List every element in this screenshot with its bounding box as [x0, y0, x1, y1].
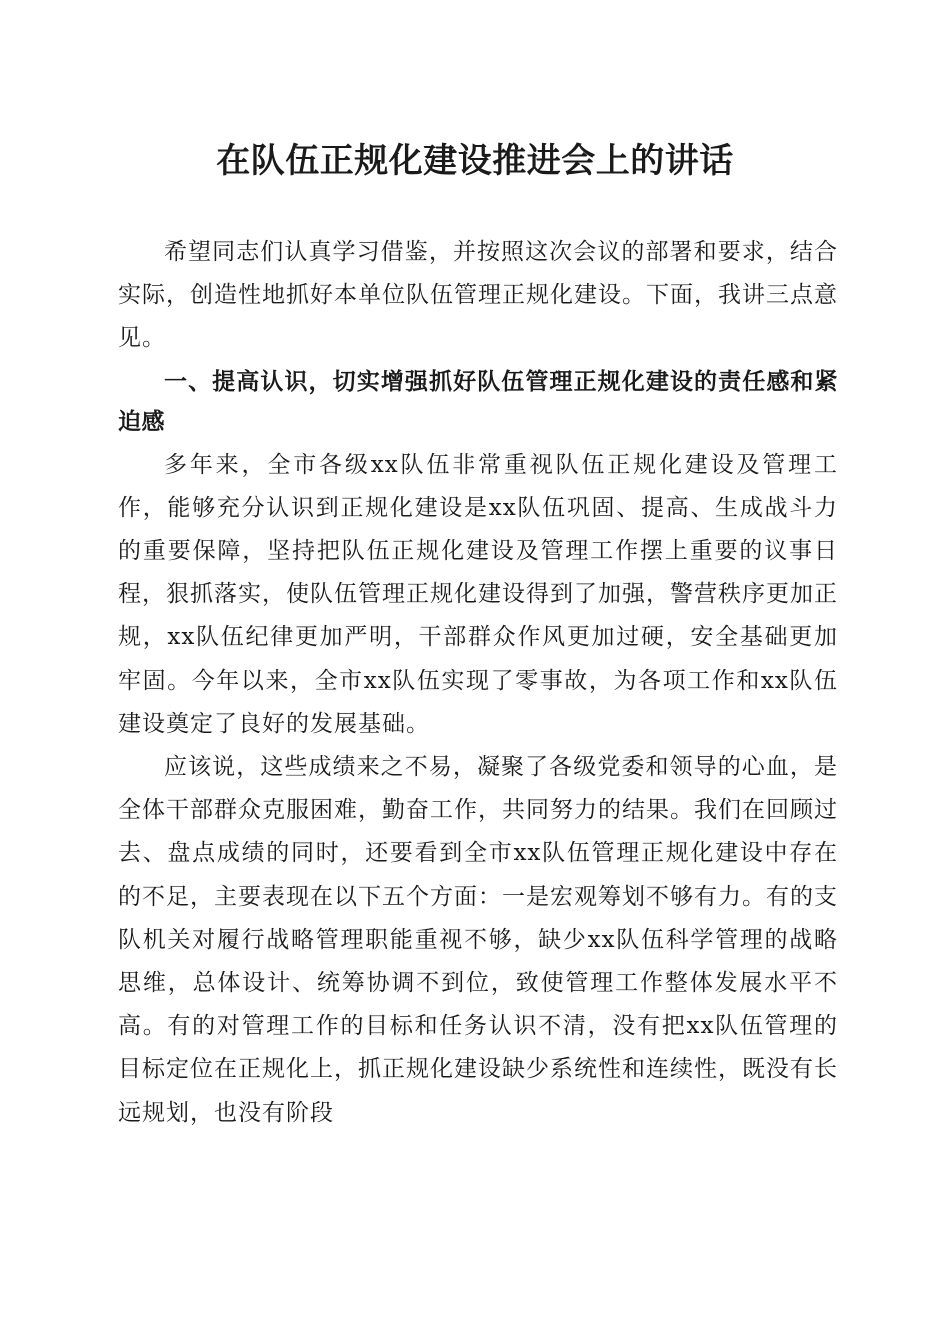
intro-paragraph: 希望同志们认真学习借鉴，并按照这次会议的部署和要求，结合实际，创造性地抓好本单位队伍管理正规化建设。下面，我讲三点意见。 [118, 239, 838, 352]
section-paragraph-2: 应该说，这些成绩来之不易，凝聚了各级党委和领导的心血，是全体干部群众克服困难，勤奋工作，共同努力的结果。我们在回顾过去、盘点成绩的同时，还要看到全市xx队伍管理正规化建设中存在的不足，主要表现在以下五个方面：一是宏观筹划不够有力。有的支队机关对履行战略管理职能重视不够，缺少xx队伍科学管理的战略思维，总体设计、统筹协调不到位，致使管理工作整体发展水平不高。有的对管理工作的目标和任务认识不清，没有把xx队伍管理的目标定位在正规化上，抓正规化建设缺少系统性和连续性，既没有长远规划，也没有阶段 [118, 754, 838, 1126]
section-paragraph-1: 多年来，全市各级xx队伍非常重视队伍正规化建设及管理工作，能够充分认识到正规化建设是xx队伍巩固、提高、生成战斗力的重要保障，坚持把队伍正规化建设及管理工作摆上重要的议事日程，狠抓落实，使队伍管理正规化建设得到了加强，警营秩序更加正规，xx队伍纪律更加严明，干部群众作风更加过硬，安全基础更加牢固。今年以来，全市xx队伍实现了零事故，为各项工作和xx队伍建设奠定了良好的发展基础。 [118, 451, 838, 737]
document-body [118, 231, 838, 1135]
document-title: 在队伍正规化建设推进会上的讲话 [216, 141, 734, 181]
section-heading: 一、提高认识，切实增强抓好队伍管理正规化建设的责任感和紧迫感 [118, 368, 838, 435]
